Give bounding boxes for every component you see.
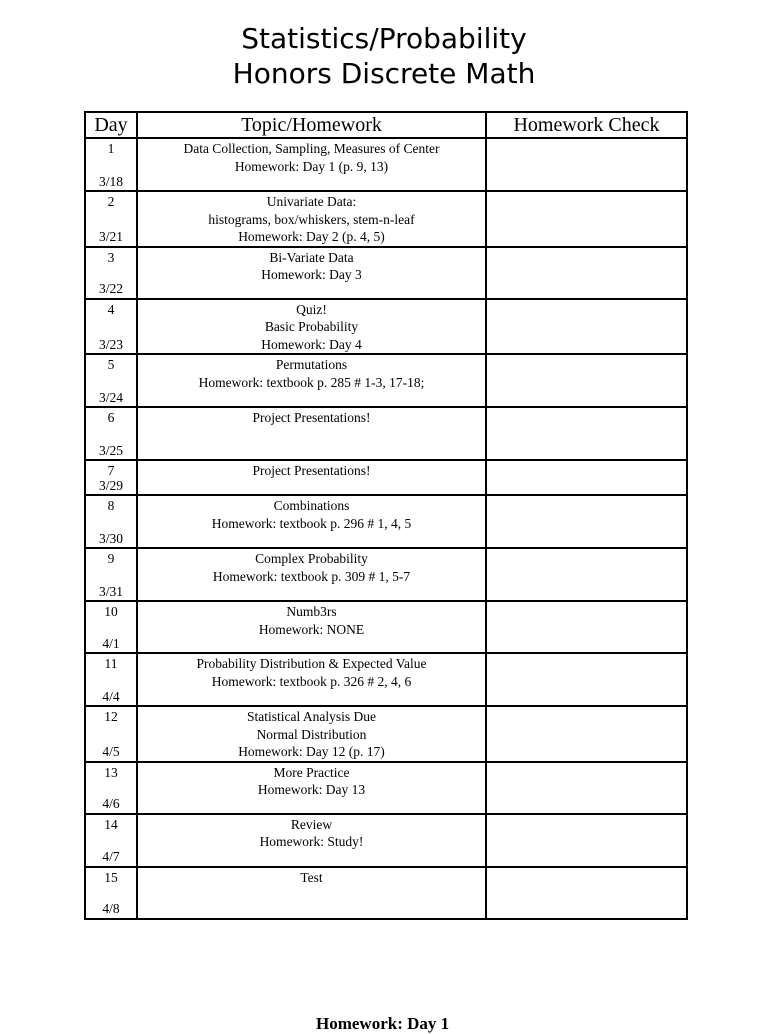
day-number: 10 <box>104 604 118 619</box>
day-date: 3/23 <box>98 336 123 352</box>
topic-cell <box>137 495 486 548</box>
topic-line: Review <box>290 816 333 832</box>
day-cell <box>85 247 137 299</box>
topic-cell <box>137 548 486 601</box>
day-date: 3/18 <box>98 173 123 189</box>
day-date: 3/31 <box>98 583 123 599</box>
homework-check-cell <box>486 762 687 814</box>
day-date: 3/30 <box>98 530 123 546</box>
day-number: 2 <box>107 194 115 209</box>
homework-check-cell <box>486 247 687 299</box>
day-cell <box>85 601 137 653</box>
homework-check-cell <box>486 354 687 407</box>
topic-line: Data Collection, Sampling, Measures of Center <box>183 141 440 156</box>
homework-check-cell <box>486 706 687 762</box>
topic-line: Combinations <box>273 498 350 513</box>
day-date: 4/5 <box>102 744 120 759</box>
topic-line: Homework: Day 4 <box>261 336 362 352</box>
column-header-homework-check: Homework Check <box>486 112 687 138</box>
page-subtitle: Honors Discrete Math <box>232 57 536 90</box>
topic-line: Homework: Day 3 <box>261 267 362 282</box>
table-row <box>85 354 687 407</box>
topic-line: Homework: textbook p. 309 # 1, 5-7 <box>212 568 411 584</box>
topic-line: Homework: textbook p. 296 # 1, 4, 5 <box>211 515 412 531</box>
topic-line: Project Presentations! <box>252 463 371 478</box>
day-date: 3/24 <box>98 389 123 405</box>
day-number: 14 <box>104 816 118 832</box>
topic-line: Complex Probability <box>255 551 368 566</box>
topic-cell <box>137 867 486 919</box>
homework-check-cell <box>486 460 687 495</box>
homework-check-cell <box>486 814 687 867</box>
topic-cell <box>137 601 486 653</box>
topic-line: Homework: textbook p. 326 # 2, 4, 6 <box>211 673 412 689</box>
day-number: 11 <box>104 656 118 671</box>
day-date: 3/22 <box>98 281 123 296</box>
day-cell <box>85 706 137 762</box>
column-header-topic: Topic/Homework <box>137 112 486 138</box>
homework-check-cell <box>486 495 687 548</box>
column-header-day: Day <box>85 112 137 138</box>
topic-line: Probability Distribution & Expected Value <box>196 656 427 671</box>
topic-line: Project Presentations! <box>252 410 371 425</box>
table-header-row <box>85 112 687 138</box>
table-row <box>85 460 687 495</box>
topic-line: Homework: Day 13 <box>257 782 366 797</box>
topic-cell <box>137 191 486 247</box>
topic-line: Bi-Variate Data <box>269 249 354 265</box>
day-number: 13 <box>104 764 118 780</box>
table-row <box>85 814 687 867</box>
homework-check-cell <box>486 138 687 191</box>
day-date: 3/21 <box>98 229 123 244</box>
day-number: 8 <box>107 498 115 513</box>
day-cell <box>85 653 137 706</box>
schedule-table <box>84 111 688 920</box>
table-row <box>85 548 687 601</box>
homework-check-cell <box>486 601 687 653</box>
topic-line: Statistical Analysis Due <box>247 709 376 724</box>
day-cell <box>85 191 137 247</box>
topic-line: Homework: Study! <box>259 834 364 849</box>
day-cell <box>85 762 137 814</box>
day-cell <box>85 407 137 460</box>
topic-cell <box>137 247 486 299</box>
topic-line: Normal Distribution <box>256 726 367 742</box>
homework-check-cell <box>486 407 687 460</box>
table-row <box>85 191 687 247</box>
homework-check-cell <box>486 548 687 601</box>
day-date: 3/25 <box>98 442 123 458</box>
day-cell <box>85 814 137 867</box>
day-cell <box>85 548 137 601</box>
day-cell <box>85 495 137 548</box>
topic-cell <box>137 407 486 460</box>
topic-line: Basic Probability <box>264 319 359 334</box>
day-cell <box>85 299 137 355</box>
day-date: 4/1 <box>102 635 120 651</box>
topic-cell <box>137 299 486 355</box>
table-row <box>85 867 687 919</box>
table-row <box>85 247 687 299</box>
day-cell <box>85 867 137 919</box>
day-number: 9 <box>107 551 115 566</box>
day-date: 3/29 <box>98 477 123 493</box>
table-row <box>85 706 687 762</box>
day-number: 4 <box>107 301 115 317</box>
schedule-body <box>85 138 687 919</box>
topic-line: Quiz! <box>296 301 327 317</box>
topic-line: Univariate Data: <box>266 194 357 209</box>
topic-line: Test <box>300 869 323 885</box>
day-date: 4/6 <box>102 796 120 811</box>
day-number: 5 <box>107 357 115 372</box>
topic-line: Numb3rs <box>286 604 337 619</box>
topic-line: Homework: NONE <box>258 621 365 637</box>
day-cell <box>85 354 137 407</box>
footer-partial-heading: Homework: Day 1 <box>316 1014 450 1033</box>
topic-line: Homework: Day 1 (p. 9, 13) <box>234 158 389 174</box>
table-row <box>85 601 687 653</box>
day-number: 15 <box>104 869 118 885</box>
topic-cell <box>137 762 486 814</box>
table-row <box>85 762 687 814</box>
table-row <box>85 495 687 548</box>
topic-cell <box>137 460 486 495</box>
topic-cell <box>137 653 486 706</box>
day-number: 6 <box>107 410 115 425</box>
homework-check-cell <box>486 299 687 355</box>
table-row <box>85 299 687 355</box>
topic-cell <box>137 706 486 762</box>
table-row <box>85 407 687 460</box>
table-row <box>85 653 687 706</box>
topic-cell <box>137 814 486 867</box>
day-number: 12 <box>104 709 118 724</box>
topic-line: Homework: Day 2 (p. 4, 5) <box>238 229 385 244</box>
topic-line: histograms, box/whiskers, stem-n-leaf <box>208 211 415 227</box>
topic-line: Permutations <box>275 357 348 372</box>
day-date: 4/4 <box>102 688 120 704</box>
day-date: 4/7 <box>102 849 120 864</box>
day-cell <box>85 460 137 495</box>
day-cell <box>85 138 137 191</box>
day-number: 1 <box>107 141 115 156</box>
page-title: Statistics/Probability <box>241 22 527 55</box>
homework-check-cell <box>486 191 687 247</box>
day-number: 7 <box>107 463 115 478</box>
topic-line: Homework: textbook p. 285 # 1-3, 17-18; <box>198 374 425 390</box>
topic-cell <box>137 354 486 407</box>
topic-cell <box>137 138 486 191</box>
topic-line: More Practice <box>273 764 350 780</box>
day-number: 3 <box>107 249 115 265</box>
topic-line: Homework: Day 12 (p. 17) <box>238 744 385 759</box>
homework-check-cell <box>486 653 687 706</box>
day-date: 4/8 <box>102 901 120 916</box>
table-row <box>85 138 687 191</box>
homework-check-cell <box>486 867 687 919</box>
